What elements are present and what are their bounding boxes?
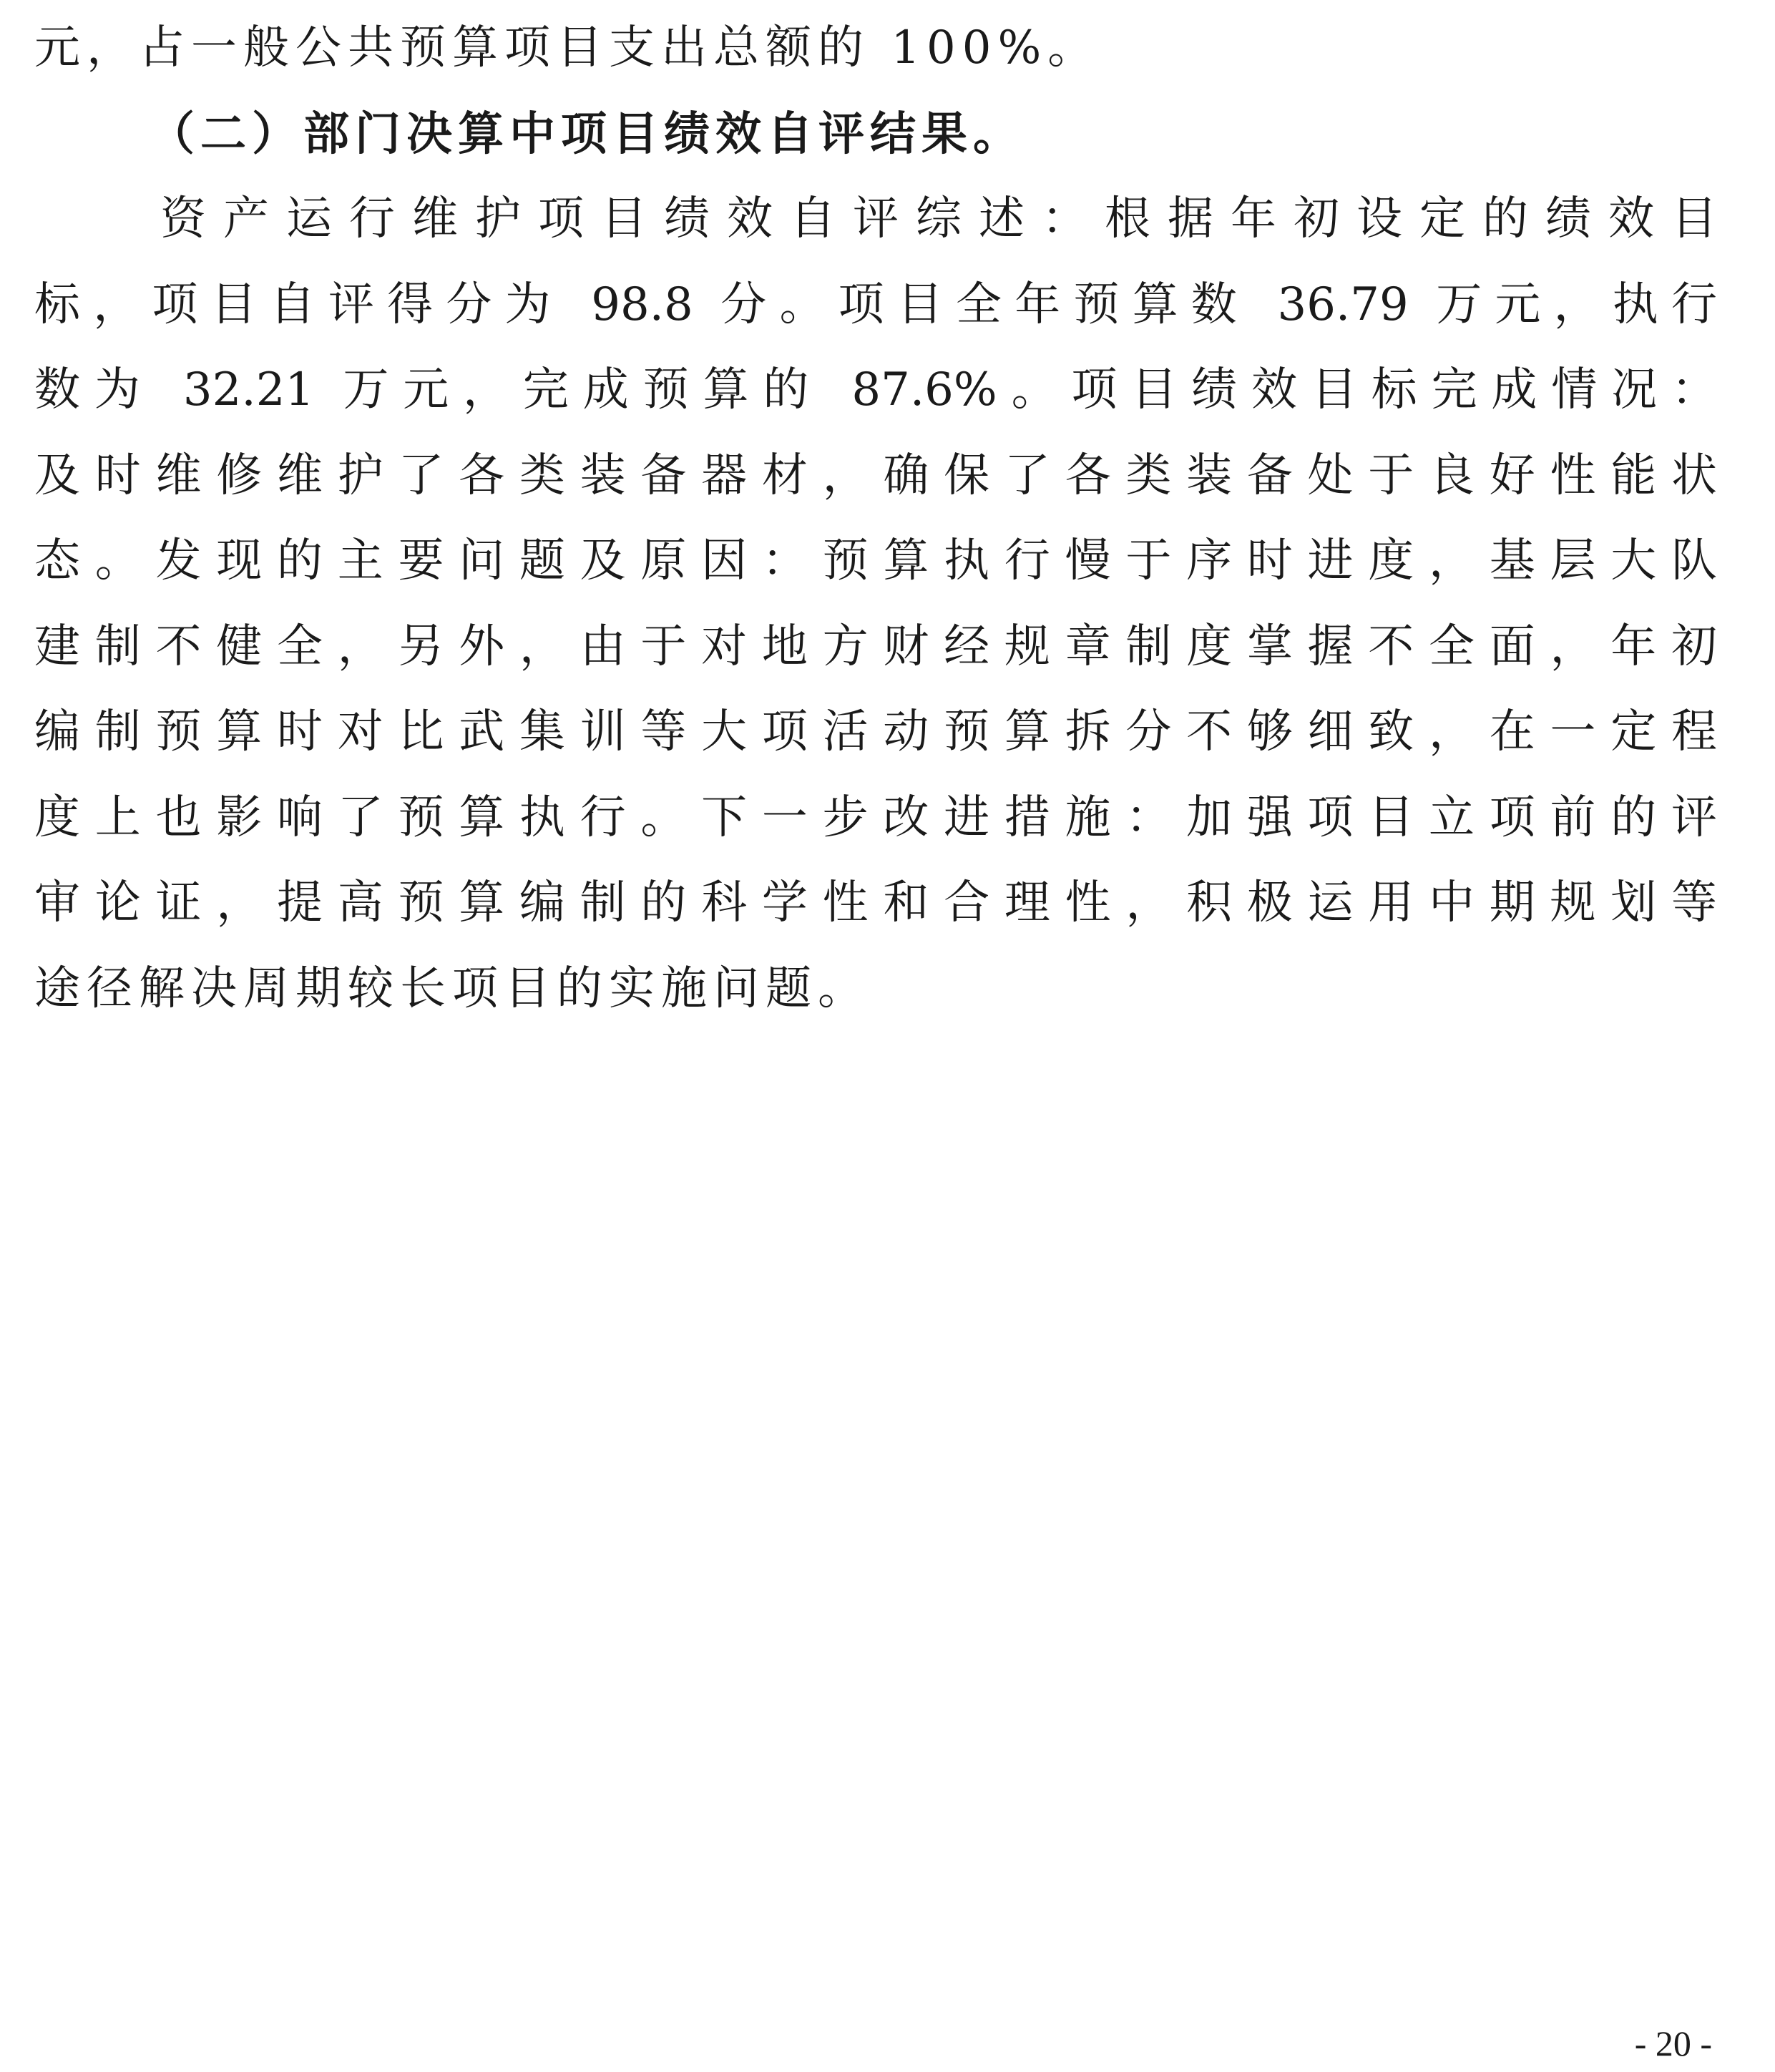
text-line: 编制预算时对比武集训等大项活动预算拆分不够细致，在一定程 (34, 705, 1717, 758)
text-line: 途径解决周期较长项目的实施问题。 (34, 962, 870, 1015)
text-line: 建制不健全，另外，由于对地方财经规章制度掌握不全面，年初 (34, 620, 1717, 673)
text-line: 标，项目自评得分为 98.8 分。项目全年预算数 36.79 万元，执行 (34, 278, 1717, 331)
section-heading: （二）部门决算中项目绩效自评结果。 (149, 107, 1025, 161)
page-number: - 20 - (1634, 2023, 1712, 2063)
text-line: 元，占一般公共预算项目支出总额的 100%。 (34, 21, 1100, 74)
text-line: 数为 32.21 万元，完成预算的 87.6%。项目绩效目标完成情况： (34, 363, 1717, 416)
text-line: 资产运行维护项目绩效自评综述：根据年初设定的绩效目 (160, 192, 1717, 245)
text-line: 度上也影响了预算执行。下一步改进措施：加强项目立项前的评 (34, 791, 1717, 844)
body-text (34, 6, 1717, 1032)
text-line: 审论证，提高预算编制的科学性和合理性，积极运用中期规划等 (34, 876, 1717, 929)
text-line: 态。发现的主要问题及原因：预算执行慢于序时进度，基层大队 (34, 534, 1717, 587)
text-line: 及时维修维护了各类装备器材，确保了各类装备处于良好性能状 (34, 449, 1717, 502)
